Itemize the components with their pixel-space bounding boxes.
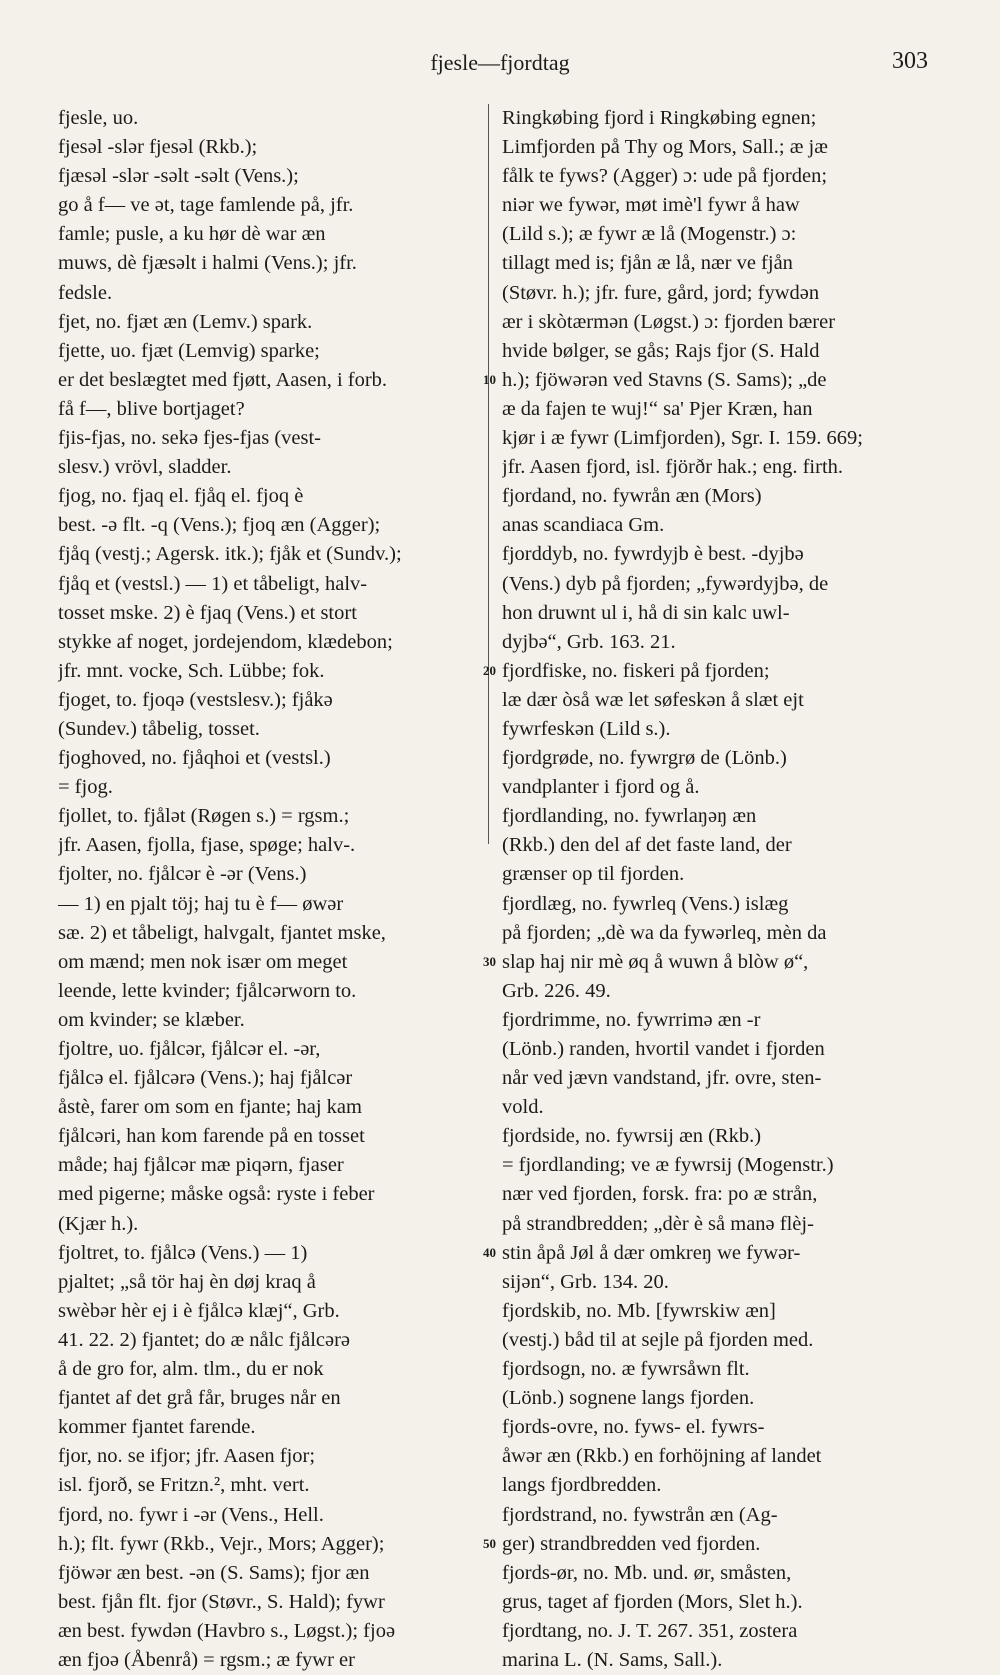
text-line: = fjog. [58,776,113,799]
line-number: 20 [483,662,496,678]
text-line: (Støvr. h.); jfr. fure, gård, jord; fywdən [502,281,820,304]
text-line: stykke af noget, jordejendom, klædebon; [58,630,393,653]
text-line: stin åpå Jøl å dær omkreŋ we fywər- [502,1241,801,1264]
text-line: go å f— ve ət, tage famlende på, jfr. [58,194,354,217]
text-line: kommer fjantet farende. [58,1416,256,1439]
text-line: fjordlanding, no. fywrlaŋəŋ æn [502,805,757,828]
text-line: fjoghoved, no. fjåqhoi et (vestsl.) [58,747,331,770]
text-line: fjæsəl -slər -səlt -səlt (Vens.); [58,165,299,188]
text-line: om kvinder; se klæber. [58,1008,245,1031]
text-line: muws, dè fjæsəlt i halmi (Vens.); jfr. [58,252,357,275]
text-line: vold. [502,1096,544,1119]
text-line: fjesəl -slər fjesəl (Rkb.); [58,136,258,159]
text-line: æn fjoə (Åbenrå) = rgsm.; æ fywr er [58,1648,355,1671]
text-line: leende, lette kvinder; fjålcərworn to. [58,979,357,1002]
text-line: niər we fywər, møt imè'l fywr å haw [502,194,800,217]
text-line: fjålcə el. fjålcərə (Vens.); haj fjålcər [58,1067,353,1090]
line-number: 30 [483,953,496,969]
text-line: (Rkb.) den del af det faste land, der [502,834,792,857]
text-line: h.); flt. fywr (Rkb., Vejr., Mors; Agger); [58,1532,385,1555]
text-line: fjet, no. fjæt æn (Lemv.) spark. [58,310,313,333]
text-line: hon druwnt ul i, hå di sin kalc uwl- [502,601,790,624]
text-line: æ da fajen te wuj!“ sa' Pjer Kræn, han [502,397,813,420]
text-line: best. -ə flt. -q (Vens.); fjoq æn (Agger); [58,514,381,537]
text-line: vandplanter i fjord og å. [502,776,700,799]
text-line: nær ved fjorden, forsk. fra: po æ strån, [502,1183,818,1206]
text-line: fjantet af det grå får, bruges når en [58,1387,341,1410]
text-line: få f—, blive bortjaget? [58,397,245,420]
text-line: Ringkøbing fjord i Ringkøbing egnen; [502,107,817,129]
text-line: grænser op til fjorden. [502,863,685,886]
text-line: (Lönb.) randen, hvortil vandet i fjorden [502,1038,825,1060]
text-line: fjordstrand, no. fywstrån æn (Ag- [502,1503,778,1526]
text-line: langs fjordbredden. [502,1474,662,1497]
text-line: (Lild s.); æ fywr æ lå (Mogenstr.) ɔ: [502,223,797,246]
text-line: måde; haj fjålcər mæ piqərn, fjaser [58,1154,344,1177]
text-line: isl. fjorð, se Fritzn.², mht. vert. [58,1474,310,1497]
text-line: med pigerne; måske også: ryste i feber [58,1183,375,1206]
text-line: Limfjorden på Thy og Mors, Sall.; æ jæ [502,136,828,159]
text-line: fjordrimme, no. fywrrimə æn -r [502,1008,761,1031]
text-line: er det beslægtet med fjøtt, Aasen, i forb. [58,368,388,391]
text-line: å de gro for, alm. tlm., du er nok [58,1358,324,1381]
text-line: fjoget, to. fjoqə (vestslesv.); fjåkə [58,688,333,711]
text-line: (Lönb.) sognene langs fjorden. [502,1387,755,1410]
text-line: fålk te fyws? (Agger) ɔ: ude på fjorden; [502,165,828,188]
text-line: 41. 22. 2) fjantet; do æ nålc fjålcərə [58,1328,351,1351]
text-line: anas scandiaca Gm. [502,514,665,537]
text-line: fjålcəri, han kom farende på en tosset [58,1125,365,1148]
text-line: ær i skòtærmən (Løgst.) ɔ: fjorden bærer [502,310,836,333]
text-line: best. fjån flt. fjor (Støvr., S. Hald); fywr [58,1590,385,1613]
text-line: slap haj nir mè øq å wuwn å blòw ø“, [502,950,809,973]
text-line: fjöwər æn best. -ən (S. Sams); fjor æn [58,1561,370,1584]
text-line: åwər æn (Rkb.) en forhöjning af landet [502,1445,822,1468]
text-line: på fjorden; „dè wa da fywərleq, mèn da [502,921,827,944]
text-line: fjordgrøde, no. fywrgrø de (Lönb.) [502,747,787,770]
text-line: (Sundev.) tåbelig, tosset. [58,717,260,740]
line-number: 40 [483,1244,496,1260]
text-line: fjordskib, no. Mb. [fywrskiw æn] [502,1299,776,1322]
text-line: fjorddyb, no. fywrdyjb è best. -dyjbə [502,543,804,566]
text-line: sæ. 2) et tåbeligt, halvgalt, fjantet mske, [58,921,386,944]
running-header: fjesle—fjordtag [430,50,570,75]
text-line: — 1) en pjalt töj; haj tu è f— øwər [58,892,344,915]
text-line: kjør i æ fywr (Limfjorden), Sgr. I. 159. 669; [502,427,863,450]
text-line: fjordside, no. fywrsij æn (Rkb.) [502,1125,762,1148]
text-line: (Vens.) dyb på fjorden; „fywərdyjbə, de [502,572,829,595]
text-line: h.); fjöwərən ved Stavns (S. Sams); „de [502,368,827,391]
text-line: fjolter, no. fjålcər è -ər (Vens.) [58,863,307,886]
text-line: fjordsogn, no. æ fywrsåwn flt. [502,1358,750,1381]
text-line: fjollet, to. fjålət (Røgen s.) = rgsm.; [58,805,350,828]
text-line: dyjbə“, Grb. 163. 21. [502,630,676,653]
text-line: (Kjær h.). [58,1212,139,1235]
text-line: fjordfiske, no. fiskeri på fjorden; [502,659,770,682]
text-line: åstè, farer om som en fjante; haj kam [58,1096,362,1119]
text-line: fjor, no. se ifjor; jfr. Aasen fjor; [58,1445,316,1468]
text-line: når ved jævn vandstand, jfr. ovre, sten- [502,1067,822,1090]
text-line: jfr. Aasen fjord, isl. fjörðr hak.; eng. firth. [502,456,844,479]
text-line: jfr. Aasen, fjolla, fjase, spøge; halv-. [58,834,356,857]
text-line: fjis-fjas, no. sekə fjes-fjas (vest- [58,427,321,450]
text-line: fjordand, no. fywrån æn (Mors) [502,485,762,508]
text-line: grus, taget af fjorden (Mors, Slet h.). [502,1590,803,1613]
text-line: fjesle, uo. [58,107,139,129]
text-line: Grb. 226. 49. [502,979,611,1002]
text-line: på strandbredden; „dèr è så manə flèj- [502,1212,814,1235]
text-line: fjette, uo. fjæt (Lemvig) sparke; [58,339,320,362]
text-line: ger) strandbredden ved fjorden. [502,1532,761,1555]
text-line: om mænd; men nok især om meget [58,950,348,973]
text-line: slesv.) vrövl, sladder. [58,456,232,479]
text-line: fjåq et (vestsl.) — 1) et tåbeligt, halv- [58,572,368,595]
text-line: = fjordlanding; ve æ fywrsij (Mogenstr.) [502,1154,834,1177]
text-line: fjord, no. fywr i -ər (Vens., Hell. [58,1503,324,1526]
text-line: fjoltret, to. fjålcə (Vens.) — 1) [58,1241,308,1264]
right-column [502,104,934,1675]
line-number: 10 [483,371,496,387]
page-number: 303 [892,48,928,74]
text-line: swèbər hèr ej i è fjålcə klæj“, Grb. [58,1299,340,1322]
text-line: fjoltre, uo. fjålcər, fjålcər el. -ər, [58,1038,321,1060]
text-line: æn best. fywdən (Havbro s., Løgst.); fjoə [58,1619,396,1642]
text-line: fjog, no. fjaq el. fjåq el. fjoq è [58,485,304,508]
text-line: læ dær òså wæ let søfeskən å slæt ejt [502,688,804,711]
text-line: fjords-ør, no. Mb. und. ør, småsten, [502,1561,792,1584]
left-column [58,104,468,1675]
text-line: marina L. (N. Sams, Sall.). [502,1648,723,1671]
text-line: fjordtang, no. J. T. 267. 351, zostera [502,1619,798,1642]
text-line: hvide bølger, se gås; Rajs fjor (S. Hald [502,339,820,362]
text-line: (vestj.) båd til at sejle på fjorden med. [502,1328,814,1351]
text-line: sijən“, Grb. 134. 20. [502,1270,669,1293]
text-line: fywrfeskən (Lild s.). [502,717,671,740]
text-line: fjåq (vestj.; Agersk. itk.); fjåk et (Sundv.); [58,543,402,566]
column-divider [488,104,489,844]
text-line: tillagt med is; fjån æ lå, nær ve fjån [502,252,793,275]
text-line: pjaltet; „så tör haj èn døj kraq å [58,1270,316,1293]
text-line: fjords-ovre, no. fyws- el. fywrs- [502,1416,765,1439]
text-line: tosset mske. 2) è fjaq (Vens.) et stort [58,601,357,624]
line-number: 50 [483,1535,496,1551]
text-line: fjordlæg, no. fywrleq (Vens.) islæg [502,892,789,915]
text-line: jfr. mnt. vocke, Sch. Lübbe; fok. [58,659,325,682]
text-line: fedsle. [58,281,113,304]
text-line: famle; pusle, a ku hør dè war æn [58,223,326,246]
